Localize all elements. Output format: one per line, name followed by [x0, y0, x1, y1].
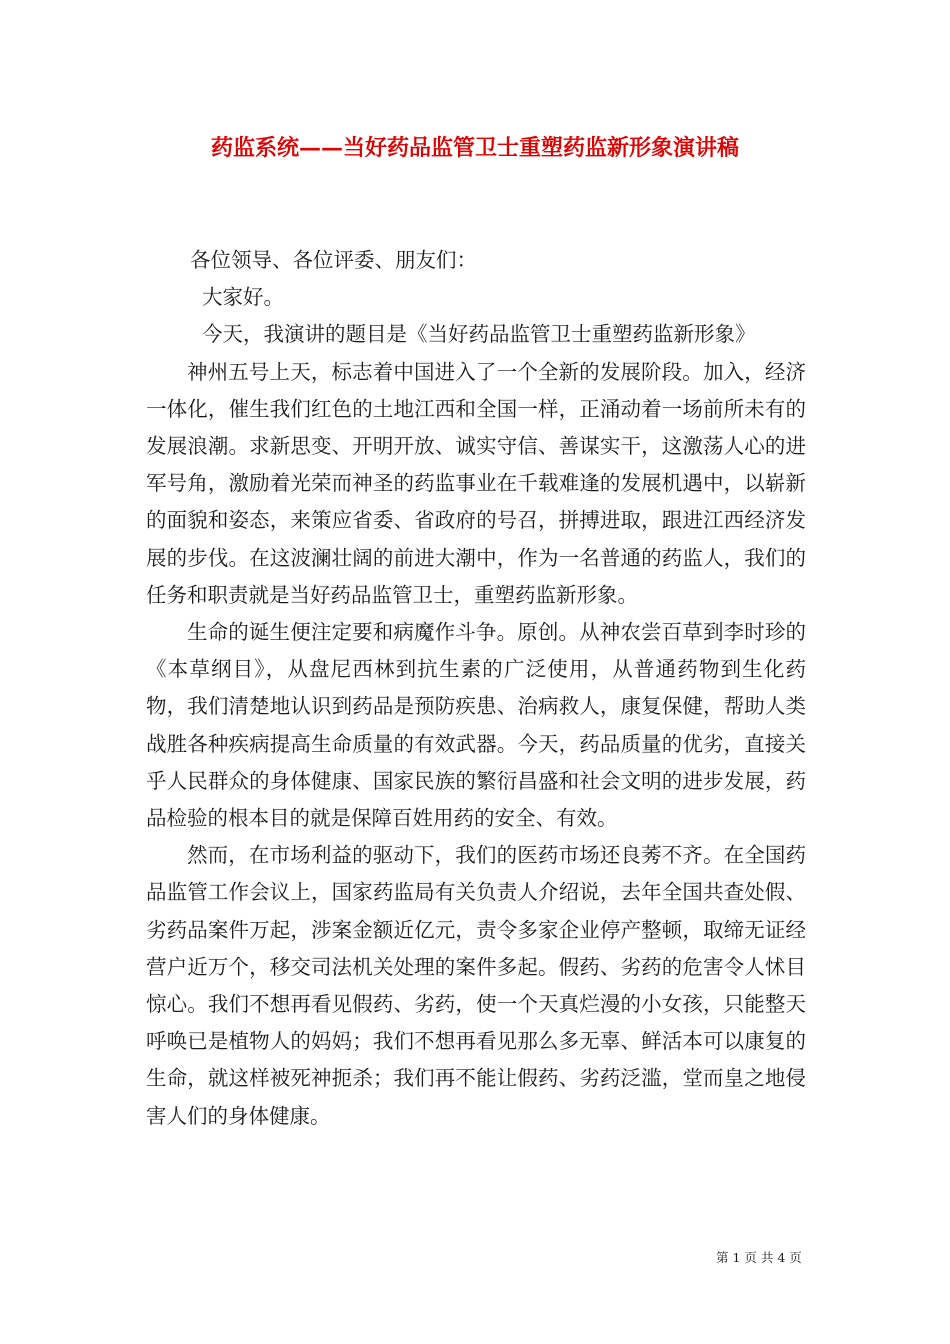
body-paragraph-1: 神州五号上天，标志着中国进入了一个全新的发展阶段。加入，经济一体化，催生我们红色的土地江西和全国一样，正涌动着一场前所未有的发展浪潮。求新思变、开明开放、诚实守信、善谋实干，这激荡人心的进军号角，激励着光荣而神圣的药监事业在千载难逢的发展机遇中，以崭新的面貌和姿态，来策应省委、省政府的号召，拼搏进取，跟进江西经济发展的步伐。在这波澜壮阔的前进大潮中，作为一名普通的药监人，我们的任务和职责就是当好药品监管卫士，重塑药监新形象。	[146, 359, 806, 607]
body-paragraph-3: 然而，在市场利益的驱动下，我们的医药市场还良莠不齐。在全国药品监管工作会议上，国家药监局有关负责人介绍说，去年全国共查处假、劣药品案件万起，涉案金额近亿元，责令多家企业停产整顿，取缔无证经营户近万个，移交司法机关处理的案件多起。假药、劣药的危害令人怵目惊心。我们不想再看见假药、劣药，使一个天真烂漫的小女孩，只能整天呼唤已是植物人的妈妈；我们不想再看见那么多无辜、鲜活本可以康复的生命，就这样被死神扼杀；我们再不能让假药、劣药泛滥，堂而皇之地侵害人们的身体健康。	[146, 843, 806, 1128]
salutation-paragraph: 各位领导、各位评委、朋友们：	[190, 248, 477, 272]
document-body	[146, 242, 806, 1135]
greeting-paragraph: 大家好。	[202, 285, 284, 310]
body-paragraph-2: 生命的诞生便注定要和病魔作斗争。原创。从神农尝百草到李时珍的《本草纲目》，从盘尼西林到抗生素的广泛使用，从普通药物到生化药物，我们清楚地认识到药品是预防疾患、治病救人，康复保健，帮助人类战胜各种疾病提高生命质量的有效武器。今天，药品质量的优劣，直接关乎人民群众的身体健康、国家民族的繁衍昌盛和社会文明的进步发展，药品检验的根本目的就是保障百姓用药的安全、有效。	[146, 620, 806, 831]
topic-paragraph: 今天，我演讲的题目是《当好药品监管卫士重塑药监新形象》	[202, 322, 756, 347]
document-title: 药监系统——当好药品监管卫士重塑药监新形象演讲稿	[210, 135, 739, 161]
page-number-footer: 第 1 页 共 4 页	[716, 1250, 802, 1265]
